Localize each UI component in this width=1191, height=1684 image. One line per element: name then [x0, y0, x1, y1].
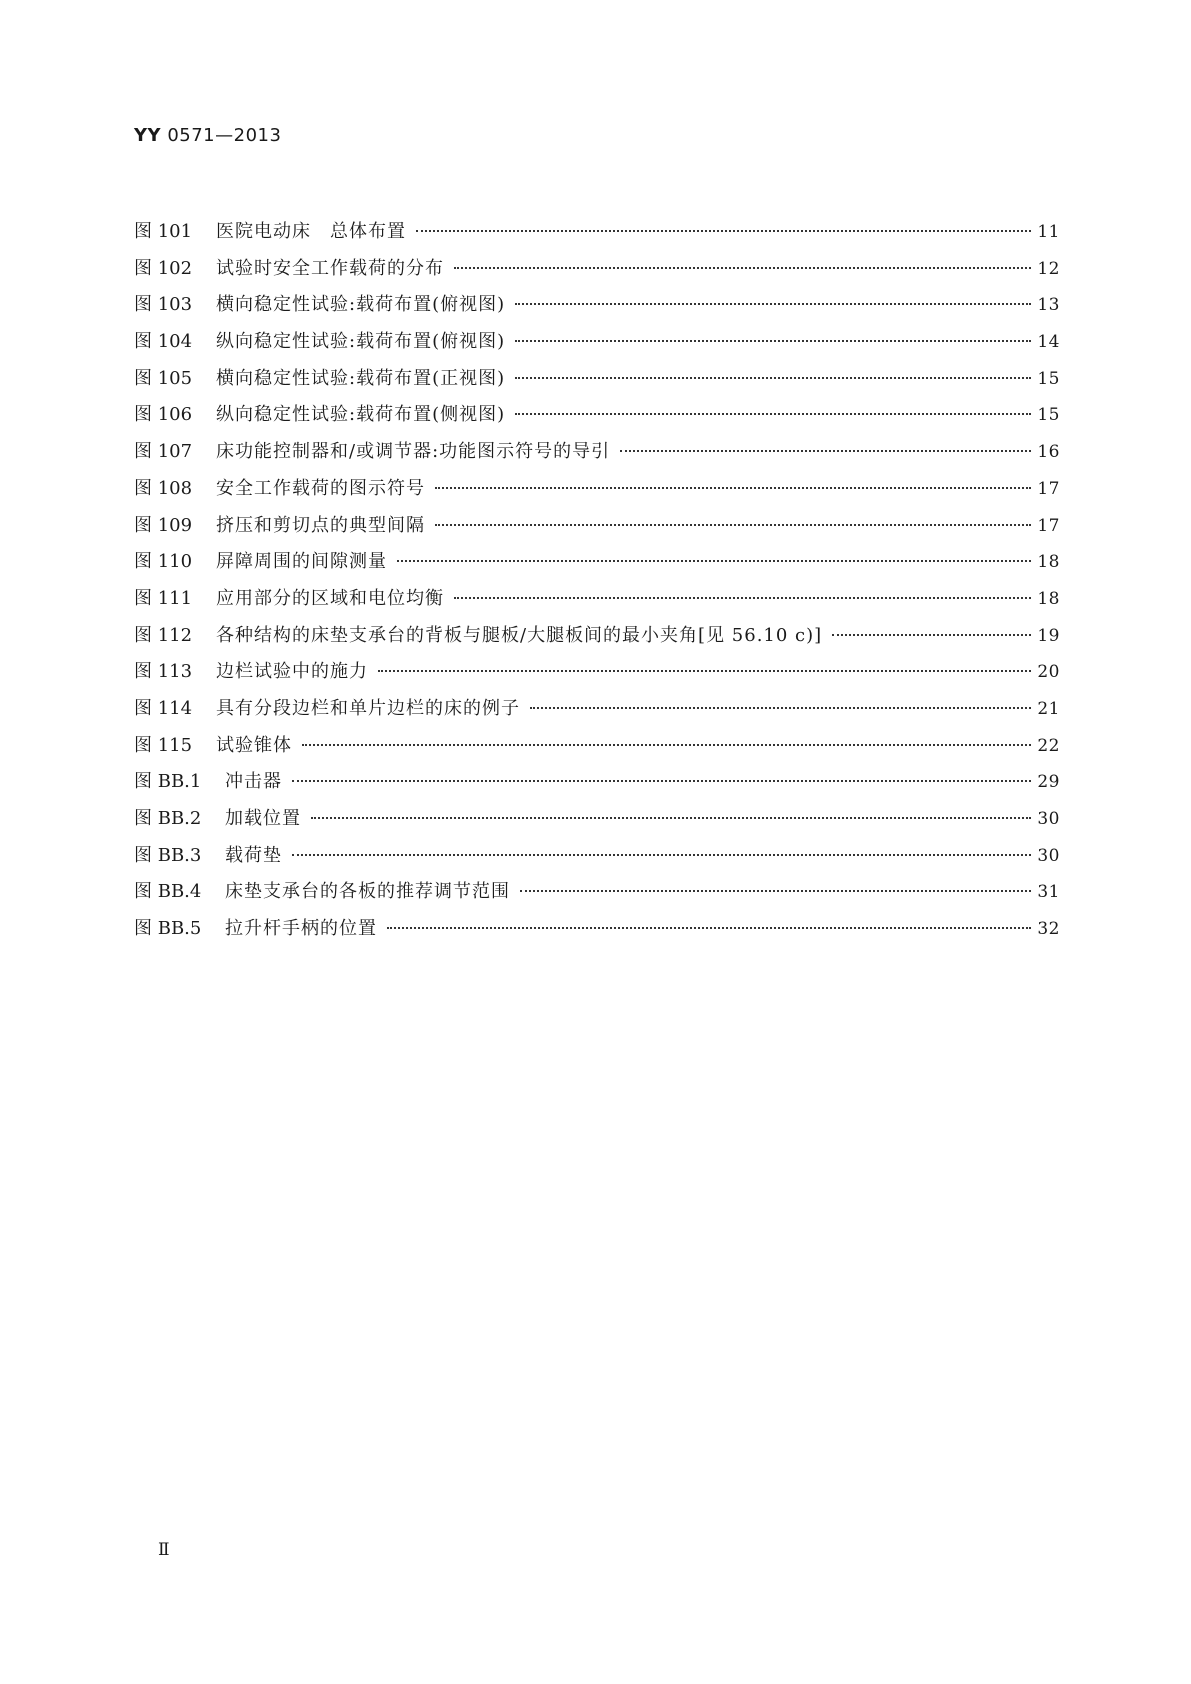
toc-entry[interactable]	[134, 217, 1060, 254]
figure-title: 试验时安全工作载荷的分布	[216, 257, 444, 279]
page-number: Ⅱ	[158, 1540, 170, 1560]
page-ref: 31	[1037, 882, 1060, 903]
dot-leader	[515, 340, 1031, 342]
dot-leader	[515, 413, 1031, 415]
page-ref: 22	[1037, 735, 1060, 756]
toc-entry[interactable]	[134, 437, 1060, 474]
toc-entry[interactable]	[134, 767, 1060, 804]
figure-title: 加载位置	[225, 808, 301, 829]
dot-leader	[397, 560, 1031, 562]
figure-label: 图 115	[134, 734, 193, 756]
figure-title: 床垫支承台的各板的推荐调节范围	[225, 881, 510, 903]
dot-leader	[832, 634, 1031, 636]
toc-entry[interactable]	[134, 877, 1060, 914]
dot-leader	[435, 487, 1031, 489]
page-ref: 11	[1037, 222, 1060, 242]
figure-label: 图 103	[134, 294, 193, 316]
toc-entry[interactable]	[134, 511, 1060, 548]
figure-label: 图 108	[134, 477, 193, 499]
toc-entry[interactable]	[134, 254, 1060, 291]
figure-title: 床功能控制器和/或调节器:功能图示符号的导引	[216, 441, 611, 463]
figure-label: 图 105	[134, 367, 193, 389]
figure-title: 纵向稳定性试验:载荷布置(侧视图)	[216, 404, 506, 426]
figure-title: 应用部分的区域和电位均衡	[216, 587, 444, 609]
toc-entry[interactable]	[134, 547, 1060, 584]
toc-entry[interactable]	[134, 731, 1060, 768]
figure-label: 图 104	[134, 331, 193, 353]
page-ref: 32	[1037, 919, 1060, 940]
figure-title: 拉升杆手柄的位置	[225, 918, 377, 940]
toc-entry[interactable]	[134, 657, 1060, 694]
page-ref: 30	[1037, 845, 1060, 866]
page-ref: 13	[1037, 295, 1060, 316]
figure-label: 图 112	[134, 624, 193, 646]
page-ref: 16	[1037, 442, 1060, 463]
page-ref: 18	[1037, 552, 1060, 573]
dot-leader	[416, 230, 1031, 232]
page-ref: 30	[1037, 809, 1060, 829]
page-ref: 19	[1037, 625, 1060, 646]
dot-leader	[520, 890, 1031, 892]
figure-title: 横向稳定性试验:载荷布置(俯视图)	[216, 294, 506, 316]
dot-leader	[311, 817, 1031, 819]
toc-entry[interactable]	[134, 804, 1060, 841]
figure-title: 医院电动床 总体布置	[216, 221, 406, 242]
figure-label: 图 106	[134, 404, 193, 426]
figure-label: 图 113	[134, 661, 193, 683]
page-ref: 12	[1037, 258, 1060, 279]
figure-label: 图 111	[134, 587, 193, 609]
standard-number: 0571—2013	[167, 125, 282, 146]
page-ref: 15	[1037, 405, 1060, 426]
figure-label: 图 107	[134, 441, 193, 463]
dot-leader	[292, 854, 1031, 856]
figure-title: 具有分段边栏和单片边栏的床的例子	[216, 697, 520, 719]
standard-prefix: YY	[134, 125, 162, 146]
dot-leader	[515, 377, 1031, 379]
dot-leader	[302, 744, 1031, 746]
document-header	[134, 125, 281, 146]
toc-entry[interactable]	[134, 327, 1060, 364]
toc-entry[interactable]	[134, 841, 1060, 878]
figure-label: 图 110	[134, 551, 193, 573]
dot-leader	[454, 597, 1031, 599]
figure-title: 冲击器	[225, 771, 282, 793]
figure-title: 边栏试验中的施力	[216, 661, 368, 683]
dot-leader	[454, 267, 1031, 269]
figure-title: 挤压和剪切点的典型间隔	[216, 514, 425, 536]
figure-label: 图 BB.3	[134, 844, 202, 866]
page-ref: 15	[1037, 368, 1060, 389]
page-ref: 20	[1037, 662, 1060, 683]
dot-leader	[292, 780, 1031, 782]
dot-leader	[435, 524, 1031, 526]
page-ref: 21	[1037, 698, 1060, 719]
toc-entry[interactable]	[134, 474, 1060, 511]
toc-entry[interactable]	[134, 400, 1060, 437]
figure-title: 屏障周围的间隙测量	[216, 551, 387, 573]
page-ref: 17	[1037, 478, 1060, 499]
figure-list	[134, 217, 1060, 951]
toc-entry[interactable]	[134, 621, 1060, 658]
figure-label: 图 BB.1	[134, 771, 202, 793]
page-ref: 14	[1037, 332, 1060, 353]
toc-entry[interactable]	[134, 694, 1060, 731]
figure-label: 图 BB.2	[134, 808, 202, 829]
dot-leader	[387, 927, 1031, 929]
figure-label: 图 101	[134, 221, 193, 242]
toc-entry[interactable]	[134, 584, 1060, 621]
dot-leader	[515, 303, 1031, 305]
figure-label: 图 BB.5	[134, 918, 202, 940]
dot-leader	[530, 707, 1031, 709]
figure-label: 图 BB.4	[134, 881, 202, 903]
toc-entry[interactable]	[134, 914, 1060, 951]
dot-leader	[620, 450, 1031, 452]
figure-title: 试验锥体	[216, 734, 292, 756]
dot-leader	[378, 670, 1031, 672]
page-ref: 17	[1037, 515, 1060, 536]
figure-label: 图 114	[134, 697, 193, 719]
figure-label: 图 102	[134, 257, 193, 279]
figure-title: 横向稳定性试验:载荷布置(正视图)	[216, 367, 506, 389]
toc-entry[interactable]	[134, 290, 1060, 327]
toc-entry[interactable]	[134, 364, 1060, 401]
page-ref: 18	[1037, 588, 1060, 609]
figure-title: 安全工作载荷的图示符号	[216, 477, 425, 499]
figure-title: 载荷垫	[225, 844, 282, 866]
figure-title: 纵向稳定性试验:载荷布置(俯视图)	[216, 331, 506, 353]
figure-title: 各种结构的床垫支承台的背板与腿板/大腿板间的最小夹角[见 56.10 c)]	[216, 624, 823, 646]
figure-label: 图 109	[134, 514, 193, 536]
page-ref: 29	[1037, 772, 1060, 793]
